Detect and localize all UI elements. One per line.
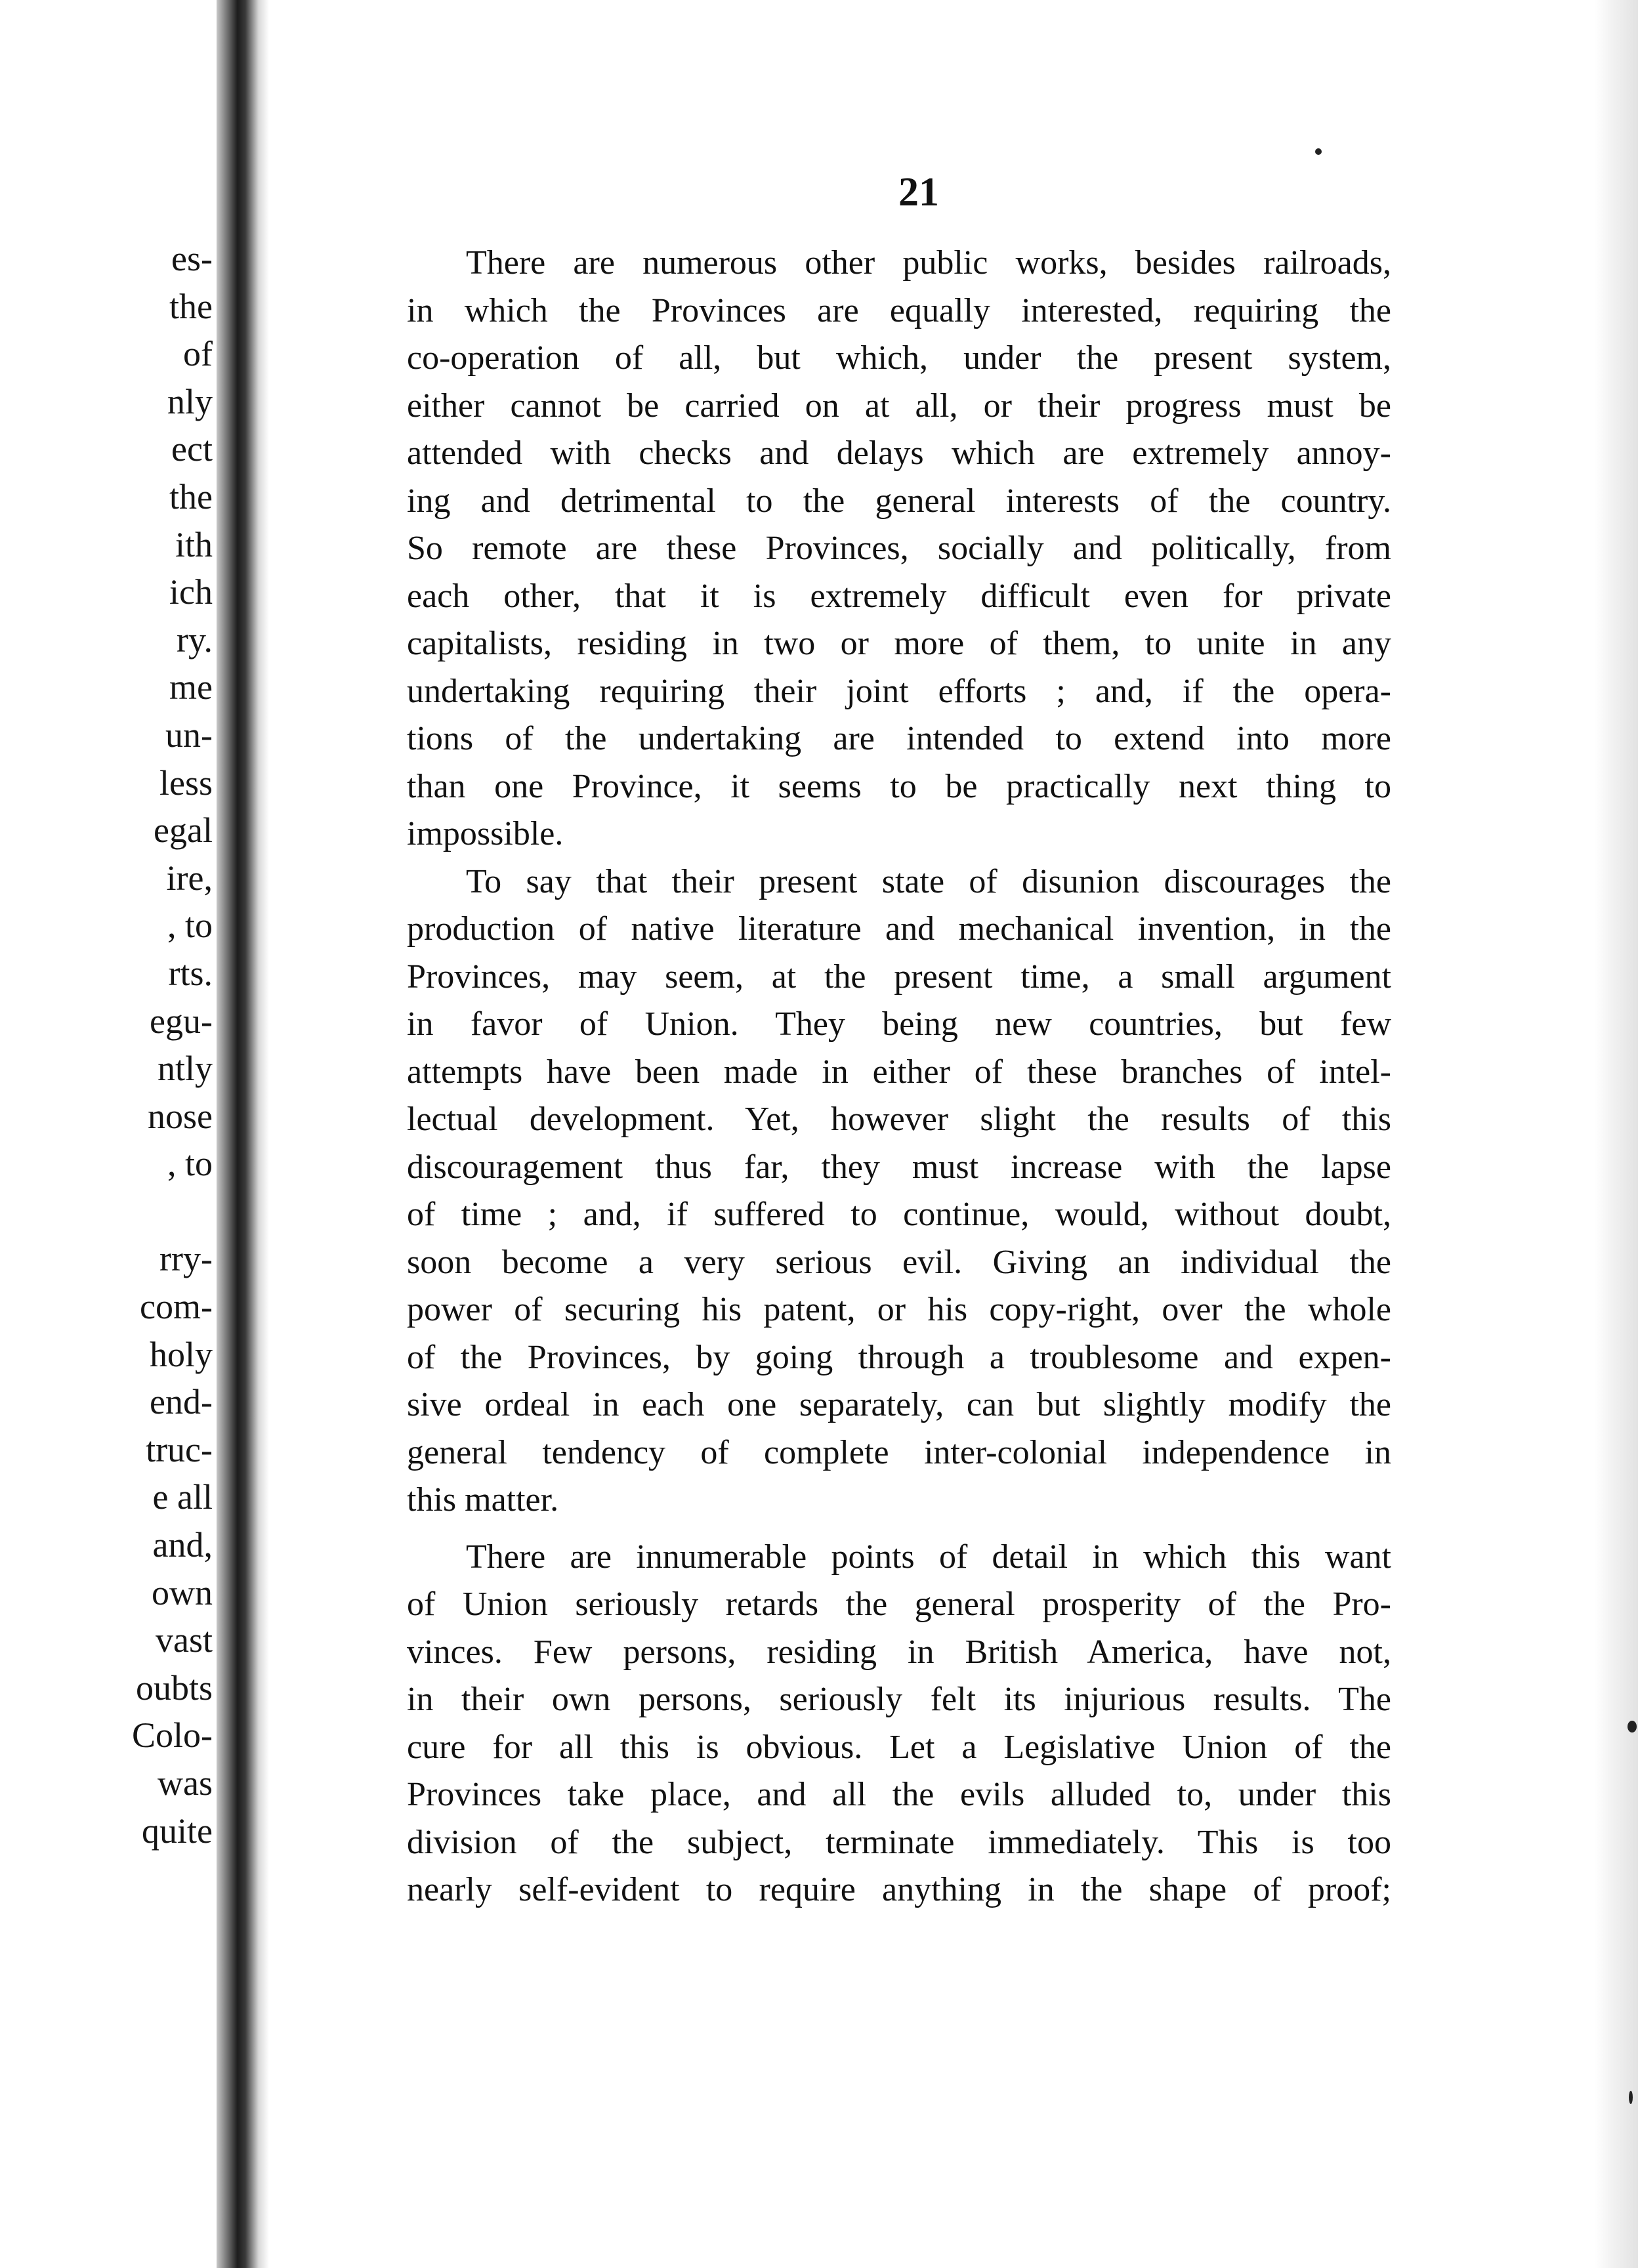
fragment-line: quite	[142, 1811, 213, 1851]
text-line: than one Province, it seems to be practically next thing to	[407, 767, 1391, 805]
page-right-edge	[1595, 0, 1638, 2268]
fragment-line: ich	[169, 572, 213, 612]
body-text	[407, 240, 1391, 1914]
page-number: 21	[898, 170, 939, 215]
ink-speck	[1629, 2091, 1633, 2104]
fragment-line: e all	[152, 1477, 213, 1517]
fragment-line: ith	[175, 524, 213, 564]
text-line: attended with checks and delays which are extremely annoy-	[407, 434, 1391, 472]
ink-speck	[1315, 148, 1322, 155]
text-line: in favor of Union. They being new countries, but few	[407, 1005, 1391, 1043]
paragraph-1	[407, 240, 1391, 858]
fragment-line: truc-	[146, 1429, 213, 1469]
text-line: tions of the undertaking are intended to extend into more	[407, 720, 1391, 757]
text-line: this matter.	[407, 1481, 559, 1519]
fragment-line: oubts	[135, 1668, 213, 1708]
text-line: There are numerous other public works, besides railroads,	[466, 244, 1391, 282]
text-line: of the Provinces, by going through a troublesome and expen-	[407, 1338, 1391, 1376]
text-line: ing and detrimental to the general interests of the country.	[407, 482, 1391, 520]
fragment-line: , to	[167, 906, 213, 946]
text-line: Provinces take place, and all the evils alluded to, under this	[407, 1776, 1391, 1813]
text-line: Provinces, may seem, at the present time, a small argument	[407, 957, 1391, 996]
text-line: So remote are these Provinces, socially and politically, from	[407, 530, 1391, 567]
fragment-line: egu-	[150, 1001, 213, 1041]
text-line: cure for all this is obvious. Let a Legislative Union of the	[407, 1728, 1391, 1766]
text-line: in their own persons, seriously felt its injurious results. The	[407, 1681, 1391, 1718]
fragment-line: of	[183, 334, 213, 374]
paragraph-3	[407, 1534, 1391, 1914]
fragment-line: own	[152, 1572, 213, 1612]
text-line: of Union seriously retards the general prosperity of the Pro-	[407, 1586, 1391, 1623]
text-line: co-operation of all, but which, under the present system,	[407, 339, 1391, 377]
fragment-line: vast	[156, 1620, 213, 1660]
text-line: undertaking requiring their joint efforts ; and, if the opera-	[407, 672, 1391, 710]
text-line: vinces. Few persons, residing in British America, have not,	[407, 1633, 1391, 1671]
fragment-line: holy	[149, 1334, 213, 1374]
text-line: attempts have been made in either of these branches of intel-	[407, 1053, 1391, 1091]
paragraph-2	[407, 858, 1391, 1524]
fragment-line: and,	[152, 1525, 213, 1565]
ink-speck	[1628, 1721, 1637, 1732]
text-line: each other, that it is extremely difficult even for private	[407, 577, 1391, 615]
text-line: sive ordeal in each one separately, can but slightly modify the	[407, 1386, 1391, 1423]
fragment-line: es-	[171, 239, 213, 278]
fragment-line: ntly	[157, 1049, 213, 1089]
book-gutter-shadow	[217, 0, 269, 2268]
previous-page-strip	[0, 0, 217, 2268]
text-line: lectual development. Yet, however slight the results of this	[407, 1101, 1391, 1138]
fragment-line: the	[169, 476, 213, 516]
fragment-line: was	[158, 1763, 213, 1803]
text-line: nearly self-evident to require anything in the shape of proof;	[407, 1871, 1391, 1908]
fragment-line: ry.	[177, 620, 213, 660]
fragment-line: less	[159, 763, 213, 803]
fragment-line: un-	[165, 715, 213, 755]
fragment-line: me	[169, 667, 213, 707]
text-line: of time ; and, if suffered to continue, would, without doubt,	[407, 1196, 1391, 1233]
text-line: in which the Provinces are equally interested, requiring the	[407, 291, 1391, 329]
fragment-line: the	[169, 286, 213, 326]
text-line: general tendency of complete inter-colonial independence in	[407, 1433, 1391, 1471]
fragment-line: egal	[154, 810, 213, 850]
fragment-line: com-	[140, 1287, 213, 1327]
previous-page-line-fragments	[132, 235, 213, 1855]
fragment-line: ect	[171, 429, 213, 469]
text-line: division of the subject, terminate immediately. This is too	[407, 1823, 1391, 1861]
text-line: production of native literature and mechanical invention, in the	[407, 910, 1391, 948]
text-line: impossible.	[407, 815, 564, 852]
text-line: soon become a very serious evil. Giving an individual the	[407, 1243, 1391, 1281]
text-line: power of securing his patent, or his copy-right, over the whole	[407, 1291, 1391, 1328]
text-line: discouragement thus far, they must increase with the lapse	[407, 1148, 1391, 1186]
text-line: either cannot be carried on at all, or their progress must be	[407, 387, 1391, 425]
fragment-line: Colo-	[131, 1715, 213, 1755]
paragraph-spacer	[407, 1524, 1391, 1534]
text-line: capitalists, residing in two or more of them, to unite in any	[407, 625, 1391, 662]
fragment-line	[132, 1188, 213, 1236]
fragment-line: rry-	[159, 1239, 213, 1279]
text-line: To say that their present state of disunion discourages the	[466, 862, 1391, 900]
fragment-line: ire,	[166, 858, 213, 898]
fragment-line: rts.	[168, 953, 213, 993]
fragment-line: , to	[167, 1144, 213, 1184]
text-line: There are innumerable points of detail in which this want	[466, 1538, 1391, 1576]
fragment-line: nly	[167, 381, 213, 421]
fragment-line: end-	[150, 1382, 213, 1422]
fragment-line: nose	[148, 1096, 213, 1136]
